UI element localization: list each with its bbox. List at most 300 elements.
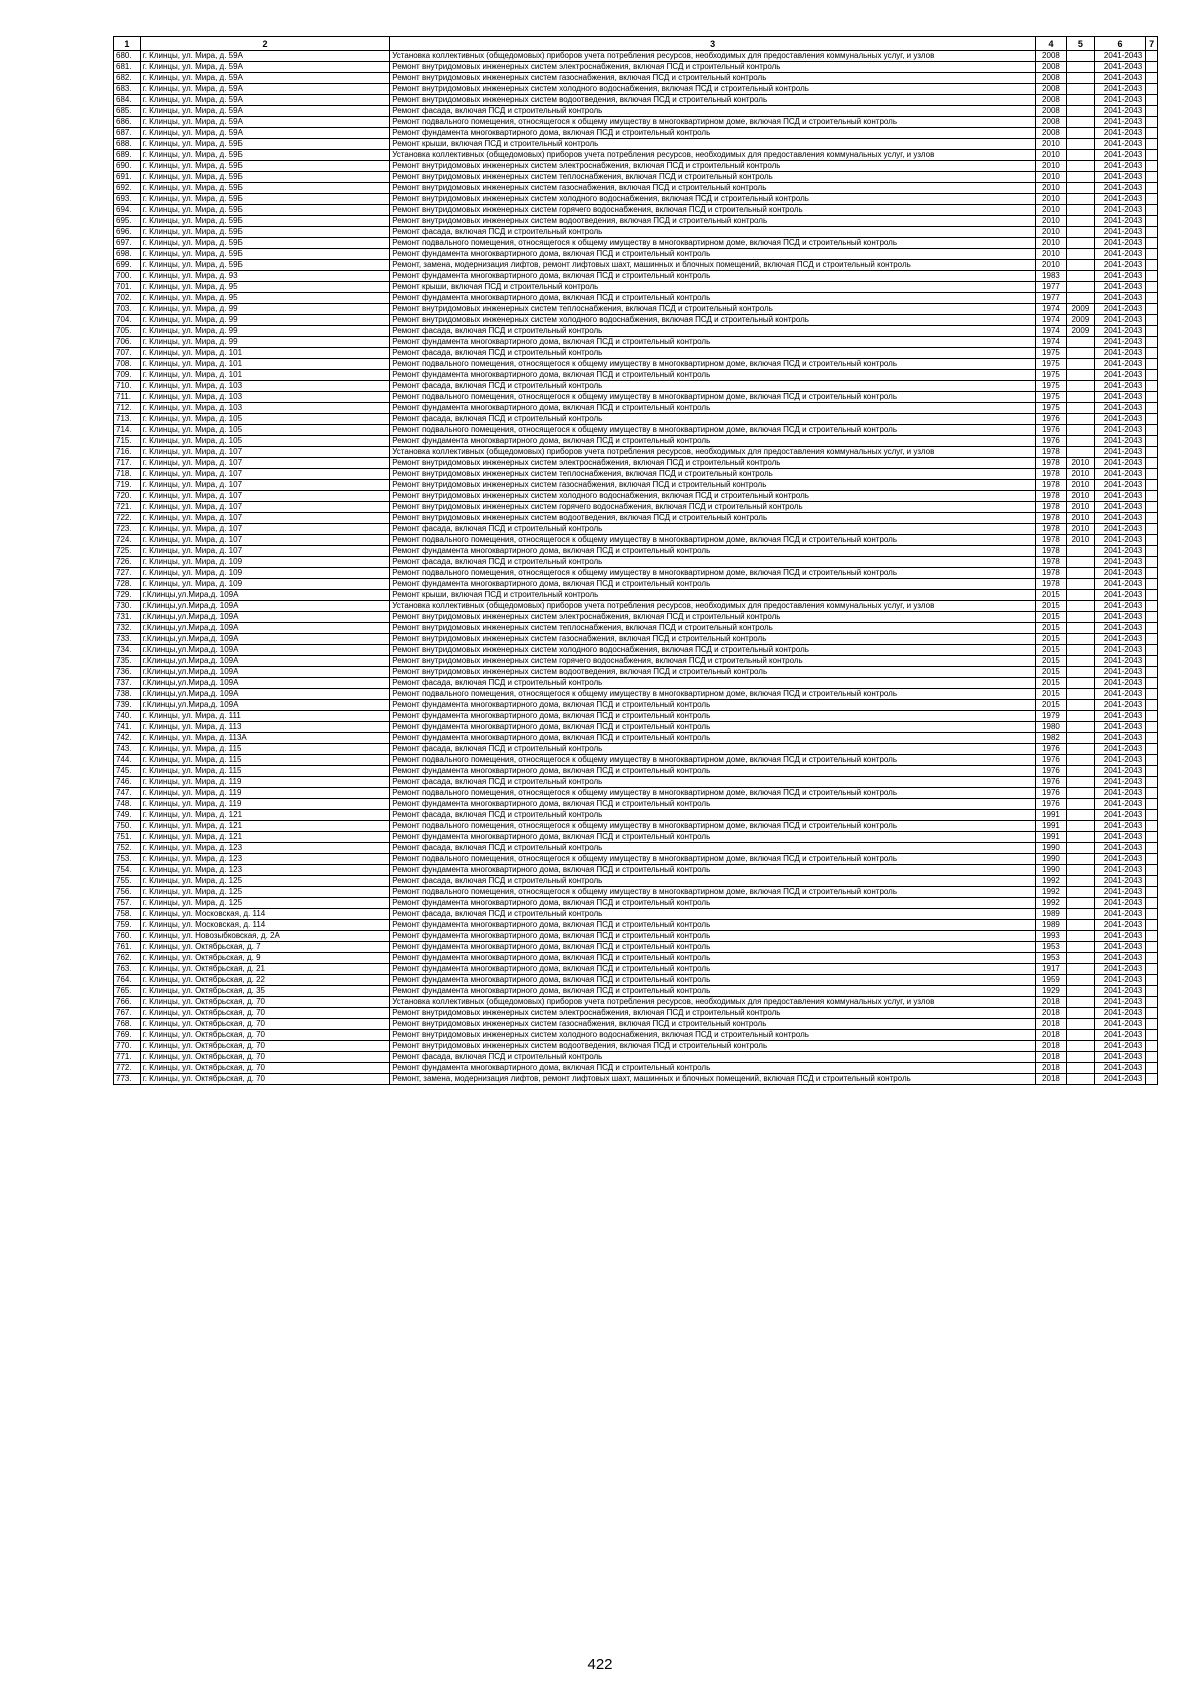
last-repair-year-cell: 2010 bbox=[1066, 513, 1094, 524]
row-number-cell: 699. bbox=[114, 260, 141, 271]
address-cell: г. Клинцы, ул. Мира, д. 105 bbox=[140, 414, 389, 425]
row-number-cell: 732. bbox=[114, 623, 141, 634]
row-number-cell: 769. bbox=[114, 1030, 141, 1041]
work-type-cell: Ремонт внутридомовых инженерных систем теплоснабжения, включая ПСД и строительный контроль bbox=[390, 469, 1036, 480]
table-row bbox=[114, 612, 1158, 623]
address-cell: г. Клинцы, ул. Мира, д. 121 bbox=[140, 821, 389, 832]
last-repair-year-cell bbox=[1066, 898, 1094, 909]
last-repair-year-cell bbox=[1066, 73, 1094, 84]
row-number-cell: 700. bbox=[114, 271, 141, 282]
address-cell: г. Клинцы, ул. Мира, д. 109 bbox=[140, 557, 389, 568]
row-number-cell: 729. bbox=[114, 590, 141, 601]
table-row bbox=[114, 1030, 1158, 1041]
last-repair-year-cell bbox=[1066, 1041, 1094, 1052]
last-repair-year-cell bbox=[1066, 271, 1094, 282]
address-cell: г. Клинцы, ул. Мира, д. 99 bbox=[140, 326, 389, 337]
table-row bbox=[114, 975, 1158, 986]
work-type-cell: Ремонт, замена, модернизация лифтов, ремонт лифтовых шахт, машинных и блочных помещений, включая ПСД и строительный контроль bbox=[390, 1074, 1036, 1085]
table-row bbox=[114, 1041, 1158, 1052]
year-built-cell: 1977 bbox=[1035, 293, 1066, 304]
last-repair-year-cell bbox=[1066, 337, 1094, 348]
note-cell bbox=[1146, 1052, 1158, 1063]
row-number-cell: 742. bbox=[114, 733, 141, 744]
table-row bbox=[114, 942, 1158, 953]
table-row bbox=[114, 524, 1158, 535]
row-number-cell: 748. bbox=[114, 799, 141, 810]
address-cell: г. Клинцы, ул. Октябрьская, д. 70 bbox=[140, 1052, 389, 1063]
last-repair-year-cell bbox=[1066, 447, 1094, 458]
table-row bbox=[114, 370, 1158, 381]
last-repair-year-cell bbox=[1066, 821, 1094, 832]
note-cell bbox=[1146, 359, 1158, 370]
planned-period-cell: 2041-2043 bbox=[1094, 942, 1145, 953]
year-built-cell: 2010 bbox=[1035, 183, 1066, 194]
work-type-cell: Ремонт фундамента многоквартирного дома, включая ПСД и строительный контроль bbox=[390, 700, 1036, 711]
row-number-cell: 712. bbox=[114, 403, 141, 414]
planned-period-cell: 2041-2043 bbox=[1094, 447, 1145, 458]
year-built-cell: 2015 bbox=[1035, 656, 1066, 667]
year-built-cell: 2010 bbox=[1035, 150, 1066, 161]
table-row bbox=[114, 502, 1158, 513]
row-number-cell: 689. bbox=[114, 150, 141, 161]
last-repair-year-cell bbox=[1066, 700, 1094, 711]
note-cell bbox=[1146, 260, 1158, 271]
planned-period-cell: 2041-2043 bbox=[1094, 524, 1145, 535]
note-cell bbox=[1146, 458, 1158, 469]
year-built-cell: 1976 bbox=[1035, 425, 1066, 436]
note-cell bbox=[1146, 392, 1158, 403]
row-number-cell: 698. bbox=[114, 249, 141, 260]
year-built-cell: 1991 bbox=[1035, 832, 1066, 843]
table-row bbox=[114, 95, 1158, 106]
table-row bbox=[114, 667, 1158, 678]
last-repair-year-cell bbox=[1066, 1019, 1094, 1030]
year-built-cell: 1975 bbox=[1035, 392, 1066, 403]
planned-period-cell: 2041-2043 bbox=[1094, 359, 1145, 370]
address-cell: г. Клинцы, ул. Мира, д. 59Б bbox=[140, 183, 389, 194]
year-built-cell: 2018 bbox=[1035, 1030, 1066, 1041]
last-repair-year-cell bbox=[1066, 216, 1094, 227]
note-cell bbox=[1146, 161, 1158, 172]
header-row bbox=[114, 37, 1158, 51]
note-cell bbox=[1146, 304, 1158, 315]
last-repair-year-cell bbox=[1066, 370, 1094, 381]
year-built-cell: 1976 bbox=[1035, 414, 1066, 425]
address-cell: г. Клинцы, ул. Мира, д. 59А bbox=[140, 62, 389, 73]
year-built-cell: 1993 bbox=[1035, 931, 1066, 942]
note-cell bbox=[1146, 854, 1158, 865]
table-row bbox=[114, 348, 1158, 359]
table-row bbox=[114, 689, 1158, 700]
work-type-cell: Ремонт внутридомовых инженерных систем водоотведения, включая ПСД и строительный контроль bbox=[390, 95, 1036, 106]
table-row bbox=[114, 579, 1158, 590]
last-repair-year-cell bbox=[1066, 634, 1094, 645]
address-cell: г. Клинцы, ул. Мира, д. 59Б bbox=[140, 260, 389, 271]
row-number-cell: 711. bbox=[114, 392, 141, 403]
row-number-cell: 683. bbox=[114, 84, 141, 95]
work-type-cell: Ремонт фасада, включая ПСД и строительный контроль bbox=[390, 326, 1036, 337]
note-cell bbox=[1146, 975, 1158, 986]
row-number-cell: 755. bbox=[114, 876, 141, 887]
year-built-cell: 1974 bbox=[1035, 304, 1066, 315]
table-row bbox=[114, 733, 1158, 744]
year-built-cell: 2010 bbox=[1035, 194, 1066, 205]
address-cell: г. Клинцы, ул. Мира, д. 107 bbox=[140, 535, 389, 546]
planned-period-cell: 2041-2043 bbox=[1094, 920, 1145, 931]
row-number-cell: 747. bbox=[114, 788, 141, 799]
last-repair-year-cell bbox=[1066, 249, 1094, 260]
table-row bbox=[114, 513, 1158, 524]
row-number-cell: 690. bbox=[114, 161, 141, 172]
row-number-cell: 686. bbox=[114, 117, 141, 128]
planned-period-cell: 2041-2043 bbox=[1094, 1074, 1145, 1085]
note-cell bbox=[1146, 513, 1158, 524]
last-repair-year-cell bbox=[1066, 832, 1094, 843]
work-type-cell: Установка коллективных (общедомовых) приборов учета потребления ресурсов, необходимых для предоставления коммунальных услуг, и узлов bbox=[390, 150, 1036, 161]
address-cell: г. Клинцы, ул. Мира, д. 59А bbox=[140, 51, 389, 62]
planned-period-cell: 2041-2043 bbox=[1094, 623, 1145, 634]
last-repair-year-cell bbox=[1066, 777, 1094, 788]
table-row bbox=[114, 183, 1158, 194]
year-built-cell: 1978 bbox=[1035, 469, 1066, 480]
note-cell bbox=[1146, 1074, 1158, 1085]
note-cell bbox=[1146, 579, 1158, 590]
table-row bbox=[114, 491, 1158, 502]
address-cell: г. Клинцы, ул. Мира, д. 123 bbox=[140, 854, 389, 865]
year-built-cell: 2008 bbox=[1035, 62, 1066, 73]
last-repair-year-cell bbox=[1066, 667, 1094, 678]
year-built-cell: 1959 bbox=[1035, 975, 1066, 986]
address-cell: г.Клинцы,ул.Мира,д. 109А bbox=[140, 645, 389, 656]
planned-period-cell: 2041-2043 bbox=[1094, 425, 1145, 436]
last-repair-year-cell bbox=[1066, 964, 1094, 975]
row-number-cell: 753. bbox=[114, 854, 141, 865]
table-row bbox=[114, 238, 1158, 249]
work-type-cell: Ремонт внутридомовых инженерных систем теплоснабжения, включая ПСД и строительный контроль bbox=[390, 172, 1036, 183]
work-type-cell: Ремонт внутридомовых инженерных систем электроснабжения, включая ПСД и строительный контроль bbox=[390, 1008, 1036, 1019]
note-cell bbox=[1146, 953, 1158, 964]
note-cell bbox=[1146, 271, 1158, 282]
work-type-cell: Ремонт фундамента многоквартирного дома, включая ПСД и строительный контроль bbox=[390, 271, 1036, 282]
table-row bbox=[114, 205, 1158, 216]
work-type-cell: Ремонт подвального помещения, относящегося к общему имуществу в многоквартирном доме, включая ПСД и строительный контроль bbox=[390, 117, 1036, 128]
column-header-2: 2 bbox=[140, 37, 389, 51]
note-cell bbox=[1146, 887, 1158, 898]
address-cell: г. Клинцы, ул. Мира, д. 103 bbox=[140, 392, 389, 403]
year-built-cell: 2010 bbox=[1035, 172, 1066, 183]
work-type-cell: Ремонт фундамента многоквартирного дома, включая ПСД и строительный контроль bbox=[390, 293, 1036, 304]
last-repair-year-cell: 2010 bbox=[1066, 480, 1094, 491]
table-row bbox=[114, 601, 1158, 612]
column-header-4: 4 bbox=[1035, 37, 1066, 51]
year-built-cell: 2008 bbox=[1035, 117, 1066, 128]
address-cell: г. Клинцы, ул. Мира, д. 101 bbox=[140, 359, 389, 370]
table-row bbox=[114, 799, 1158, 810]
planned-period-cell: 2041-2043 bbox=[1094, 568, 1145, 579]
row-number-cell: 752. bbox=[114, 843, 141, 854]
table-row bbox=[114, 172, 1158, 183]
work-type-cell: Ремонт фундамента многоквартирного дома, включая ПСД и строительный контроль bbox=[390, 832, 1036, 843]
last-repair-year-cell bbox=[1066, 161, 1094, 172]
last-repair-year-cell bbox=[1066, 392, 1094, 403]
work-type-cell: Ремонт фасада, включая ПСД и строительный контроль bbox=[390, 810, 1036, 821]
note-cell bbox=[1146, 590, 1158, 601]
address-cell: г. Клинцы, ул. Мира, д. 119 bbox=[140, 799, 389, 810]
year-built-cell: 1992 bbox=[1035, 887, 1066, 898]
table-row bbox=[114, 909, 1158, 920]
row-number-cell: 743. bbox=[114, 744, 141, 755]
row-number-cell: 767. bbox=[114, 1008, 141, 1019]
work-type-cell: Ремонт внутридомовых инженерных систем горячего водоснабжения, включая ПСД и строительный контроль bbox=[390, 656, 1036, 667]
planned-period-cell: 2041-2043 bbox=[1094, 744, 1145, 755]
address-cell: г. Клинцы, ул. Мира, д. 59А bbox=[140, 128, 389, 139]
address-cell: г. Клинцы, ул. Мира, д. 111 bbox=[140, 711, 389, 722]
work-type-cell: Установка коллективных (общедомовых) приборов учета потребления ресурсов, необходимых для предоставления коммунальных услуг, и узлов bbox=[390, 601, 1036, 612]
last-repair-year-cell bbox=[1066, 546, 1094, 557]
row-number-cell: 716. bbox=[114, 447, 141, 458]
work-type-cell: Ремонт фасада, включая ПСД и строительный контроль bbox=[390, 381, 1036, 392]
row-number-cell: 735. bbox=[114, 656, 141, 667]
planned-period-cell: 2041-2043 bbox=[1094, 293, 1145, 304]
last-repair-year-cell bbox=[1066, 656, 1094, 667]
planned-period-cell: 2041-2043 bbox=[1094, 95, 1145, 106]
column-header-7: 7 bbox=[1146, 37, 1158, 51]
work-type-cell: Установка коллективных (общедомовых) приборов учета потребления ресурсов, необходимых для предоставления коммунальных услуг, и узлов bbox=[390, 51, 1036, 62]
year-built-cell: 2018 bbox=[1035, 1019, 1066, 1030]
work-type-cell: Ремонт подвального помещения, относящегося к общему имуществу в многоквартирном доме, включая ПСД и строительный контроль bbox=[390, 821, 1036, 832]
address-cell: г. Клинцы, ул. Мира, д. 59Б bbox=[140, 172, 389, 183]
row-number-cell: 766. bbox=[114, 997, 141, 1008]
table-row bbox=[114, 700, 1158, 711]
note-cell bbox=[1146, 711, 1158, 722]
table-row bbox=[114, 128, 1158, 139]
planned-period-cell: 2041-2043 bbox=[1094, 986, 1145, 997]
address-cell: г. Клинцы, ул. Октябрьская, д. 70 bbox=[140, 1019, 389, 1030]
address-cell: г. Клинцы, ул. Мира, д. 107 bbox=[140, 524, 389, 535]
year-built-cell: 2010 bbox=[1035, 227, 1066, 238]
address-cell: г. Клинцы, ул. Мира, д. 93 bbox=[140, 271, 389, 282]
last-repair-year-cell bbox=[1066, 1063, 1094, 1074]
table-row bbox=[114, 51, 1158, 62]
address-cell: г. Клинцы, ул. Мира, д. 107 bbox=[140, 513, 389, 524]
planned-period-cell: 2041-2043 bbox=[1094, 480, 1145, 491]
work-type-cell: Ремонт фундамента многоквартирного дома, включая ПСД и строительный контроль bbox=[390, 370, 1036, 381]
row-number-cell: 704. bbox=[114, 315, 141, 326]
work-type-cell: Ремонт фундамента многоквартирного дома, включая ПСД и строительный контроль bbox=[390, 975, 1036, 986]
address-cell: г. Клинцы, ул. Октябрьская, д. 70 bbox=[140, 1008, 389, 1019]
note-cell bbox=[1146, 997, 1158, 1008]
last-repair-year-cell bbox=[1066, 381, 1094, 392]
year-built-cell: 2018 bbox=[1035, 1074, 1066, 1085]
planned-period-cell: 2041-2043 bbox=[1094, 260, 1145, 271]
last-repair-year-cell bbox=[1066, 62, 1094, 73]
work-type-cell: Ремонт фасада, включая ПСД и строительный контроль bbox=[390, 843, 1036, 854]
planned-period-cell: 2041-2043 bbox=[1094, 150, 1145, 161]
planned-period-cell: 2041-2043 bbox=[1094, 172, 1145, 183]
address-cell: г.Клинцы,ул.Мира,д. 109А bbox=[140, 656, 389, 667]
last-repair-year-cell bbox=[1066, 601, 1094, 612]
planned-period-cell: 2041-2043 bbox=[1094, 216, 1145, 227]
last-repair-year-cell bbox=[1066, 205, 1094, 216]
table-row bbox=[114, 216, 1158, 227]
note-cell bbox=[1146, 986, 1158, 997]
work-type-cell: Ремонт фундамента многоквартирного дома, включая ПСД и строительный контроль bbox=[390, 942, 1036, 953]
planned-period-cell: 2041-2043 bbox=[1094, 282, 1145, 293]
note-cell bbox=[1146, 139, 1158, 150]
last-repair-year-cell: 2010 bbox=[1066, 469, 1094, 480]
year-built-cell: 1974 bbox=[1035, 337, 1066, 348]
planned-period-cell: 2041-2043 bbox=[1094, 1030, 1145, 1041]
table-row bbox=[114, 392, 1158, 403]
planned-period-cell: 2041-2043 bbox=[1094, 194, 1145, 205]
planned-period-cell: 2041-2043 bbox=[1094, 128, 1145, 139]
work-type-cell: Ремонт фундамента многоквартирного дома, включая ПСД и строительный контроль bbox=[390, 546, 1036, 557]
planned-period-cell: 2041-2043 bbox=[1094, 84, 1145, 95]
address-cell: г. Клинцы, ул. Московская, д. 114 bbox=[140, 920, 389, 931]
address-cell: г. Клинцы, ул. Мира, д. 59А bbox=[140, 73, 389, 84]
address-cell: г. Клинцы, ул. Мира, д. 59Б bbox=[140, 139, 389, 150]
address-cell: г. Клинцы, ул. Мира, д. 119 bbox=[140, 788, 389, 799]
year-built-cell: 2010 bbox=[1035, 216, 1066, 227]
last-repair-year-cell bbox=[1066, 722, 1094, 733]
work-type-cell: Ремонт, замена, модернизация лифтов, ремонт лифтовых шахт, машинных и блочных помещений, включая ПСД и строительный контроль bbox=[390, 260, 1036, 271]
row-number-cell: 724. bbox=[114, 535, 141, 546]
last-repair-year-cell bbox=[1066, 1008, 1094, 1019]
last-repair-year-cell bbox=[1066, 260, 1094, 271]
row-number-cell: 714. bbox=[114, 425, 141, 436]
work-type-cell: Ремонт фундамента многоквартирного дома, включая ПСД и строительный контроль bbox=[390, 249, 1036, 260]
year-built-cell: 1978 bbox=[1035, 557, 1066, 568]
row-number-cell: 720. bbox=[114, 491, 141, 502]
address-cell: г. Клинцы, ул. Мира, д. 119 bbox=[140, 777, 389, 788]
year-built-cell: 1975 bbox=[1035, 348, 1066, 359]
note-cell bbox=[1146, 205, 1158, 216]
year-built-cell: 1990 bbox=[1035, 854, 1066, 865]
planned-period-cell: 2041-2043 bbox=[1094, 854, 1145, 865]
note-cell bbox=[1146, 1019, 1158, 1030]
work-type-cell: Ремонт крыши, включая ПСД и строительный контроль bbox=[390, 282, 1036, 293]
last-repair-year-cell bbox=[1066, 436, 1094, 447]
year-built-cell: 2018 bbox=[1035, 1041, 1066, 1052]
note-cell bbox=[1146, 689, 1158, 700]
year-built-cell: 1976 bbox=[1035, 755, 1066, 766]
year-built-cell: 2018 bbox=[1035, 1063, 1066, 1074]
year-built-cell: 2010 bbox=[1035, 260, 1066, 271]
row-number-cell: 705. bbox=[114, 326, 141, 337]
table-body bbox=[114, 51, 1158, 1085]
planned-period-cell: 2041-2043 bbox=[1094, 898, 1145, 909]
work-type-cell: Ремонт внутридомовых инженерных систем холодного водоснабжения, включая ПСД и строительный контроль bbox=[390, 1030, 1036, 1041]
address-cell: г.Клинцы,ул.Мира,д. 109А bbox=[140, 700, 389, 711]
year-built-cell: 1978 bbox=[1035, 535, 1066, 546]
last-repair-year-cell bbox=[1066, 909, 1094, 920]
work-type-cell: Ремонт фундамента многоквартирного дома, включая ПСД и строительный контроль bbox=[390, 898, 1036, 909]
address-cell: г.Клинцы,ул.Мира,д. 109А bbox=[140, 634, 389, 645]
work-type-cell: Ремонт внутридомовых инженерных систем холодного водоснабжения, включая ПСД и строительный контроль bbox=[390, 315, 1036, 326]
last-repair-year-cell bbox=[1066, 84, 1094, 95]
work-type-cell: Ремонт внутридомовых инженерных систем горячего водоснабжения, включая ПСД и строительный контроль bbox=[390, 502, 1036, 513]
address-cell: г. Клинцы, ул. Мира, д. 59А bbox=[140, 84, 389, 95]
address-cell: г. Клинцы, ул. Мира, д. 107 bbox=[140, 447, 389, 458]
year-built-cell: 2010 bbox=[1035, 161, 1066, 172]
table-row bbox=[114, 293, 1158, 304]
table-row bbox=[114, 139, 1158, 150]
planned-period-cell: 2041-2043 bbox=[1094, 634, 1145, 645]
note-cell bbox=[1146, 326, 1158, 337]
row-number-cell: 759. bbox=[114, 920, 141, 931]
note-cell bbox=[1146, 645, 1158, 656]
planned-period-cell: 2041-2043 bbox=[1094, 458, 1145, 469]
planned-period-cell: 2041-2043 bbox=[1094, 832, 1145, 843]
work-type-cell: Ремонт внутридомовых инженерных систем электроснабжения, включая ПСД и строительный контроль bbox=[390, 161, 1036, 172]
last-repair-year-cell bbox=[1066, 293, 1094, 304]
work-type-cell: Ремонт фундамента многоквартирного дома, включая ПСД и строительный контроль bbox=[390, 920, 1036, 931]
note-cell bbox=[1146, 414, 1158, 425]
note-cell bbox=[1146, 128, 1158, 139]
work-type-cell: Ремонт внутридомовых инженерных систем холодного водоснабжения, включая ПСД и строительный контроль bbox=[390, 194, 1036, 205]
year-built-cell: 1974 bbox=[1035, 326, 1066, 337]
year-built-cell: 1975 bbox=[1035, 359, 1066, 370]
table-row bbox=[114, 964, 1158, 975]
column-header-3: 3 bbox=[390, 37, 1036, 51]
address-cell: г. Клинцы, ул. Мира, д. 109 bbox=[140, 579, 389, 590]
planned-period-cell: 2041-2043 bbox=[1094, 205, 1145, 216]
planned-period-cell: 2041-2043 bbox=[1094, 579, 1145, 590]
planned-period-cell: 2041-2043 bbox=[1094, 1019, 1145, 1030]
year-built-cell: 2015 bbox=[1035, 667, 1066, 678]
work-type-cell: Ремонт подвального помещения, относящегося к общему имуществу в многоквартирном доме, включая ПСД и строительный контроль bbox=[390, 535, 1036, 546]
row-number-cell: 733. bbox=[114, 634, 141, 645]
row-number-cell: 680. bbox=[114, 51, 141, 62]
table-row bbox=[114, 1019, 1158, 1030]
table-row bbox=[114, 711, 1158, 722]
note-cell bbox=[1146, 722, 1158, 733]
work-type-cell: Ремонт подвального помещения, относящегося к общему имуществу в многоквартирном доме, включая ПСД и строительный контроль bbox=[390, 238, 1036, 249]
note-cell bbox=[1146, 634, 1158, 645]
note-cell bbox=[1146, 348, 1158, 359]
last-repair-year-cell bbox=[1066, 128, 1094, 139]
planned-period-cell: 2041-2043 bbox=[1094, 1052, 1145, 1063]
note-cell bbox=[1146, 799, 1158, 810]
year-built-cell: 2015 bbox=[1035, 623, 1066, 634]
table-row bbox=[114, 227, 1158, 238]
table-row bbox=[114, 953, 1158, 964]
note-cell bbox=[1146, 227, 1158, 238]
note-cell bbox=[1146, 62, 1158, 73]
year-built-cell: 1992 bbox=[1035, 876, 1066, 887]
last-repair-year-cell bbox=[1066, 414, 1094, 425]
year-built-cell: 1978 bbox=[1035, 480, 1066, 491]
address-cell: г. Клинцы, ул. Мира, д. 59А bbox=[140, 117, 389, 128]
last-repair-year-cell bbox=[1066, 689, 1094, 700]
planned-period-cell: 2041-2043 bbox=[1094, 810, 1145, 821]
row-number-cell: 682. bbox=[114, 73, 141, 84]
year-built-cell: 1917 bbox=[1035, 964, 1066, 975]
row-number-cell: 692. bbox=[114, 183, 141, 194]
note-cell bbox=[1146, 821, 1158, 832]
works-table bbox=[113, 36, 1158, 1085]
table-row bbox=[114, 623, 1158, 634]
last-repair-year-cell bbox=[1066, 766, 1094, 777]
address-cell: г. Клинцы, ул. Октябрьская, д. 70 bbox=[140, 997, 389, 1008]
work-type-cell: Ремонт внутридомовых инженерных систем газоснабжения, включая ПСД и строительный контроль bbox=[390, 1019, 1036, 1030]
last-repair-year-cell bbox=[1066, 876, 1094, 887]
work-type-cell: Ремонт фундамента многоквартирного дома, включая ПСД и строительный контроль bbox=[390, 128, 1036, 139]
planned-period-cell: 2041-2043 bbox=[1094, 755, 1145, 766]
note-cell bbox=[1146, 150, 1158, 161]
year-built-cell: 2018 bbox=[1035, 997, 1066, 1008]
table-row bbox=[114, 678, 1158, 689]
